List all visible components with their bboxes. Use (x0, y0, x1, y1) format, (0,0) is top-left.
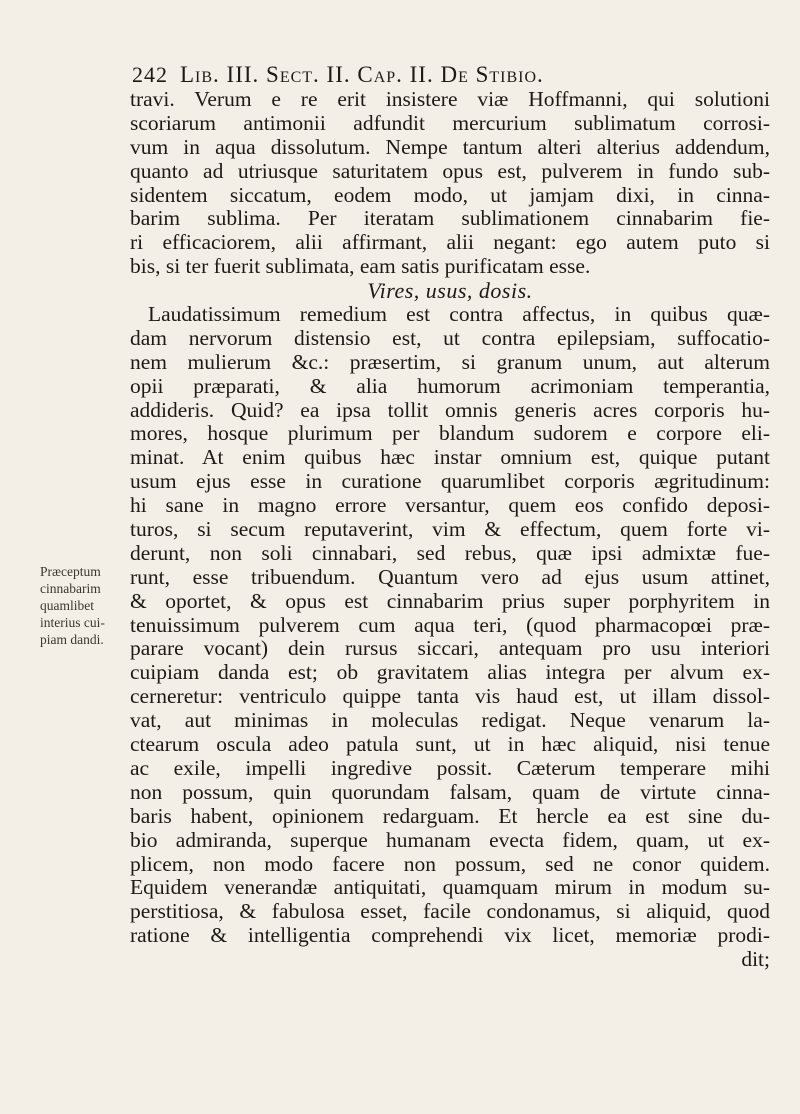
text-line: ratione & intelligentia comprehendi vix licet, memoriæ prodi- (130, 923, 770, 948)
main-text-block (130, 88, 770, 972)
text-line: bis, si ter fuerit sublimata, eam satis purificatam esse. (130, 254, 591, 279)
text-line: ctearum oscula adeo patula sunt, ut in hæc aliquid, nisi tenue (130, 732, 770, 757)
text-line: bio admiranda, superque humanam evecta fidem, quam, ut ex- (130, 827, 770, 852)
text-line: opii præparati, & alia humorum acrimoniam temperantia, (130, 373, 770, 398)
text-line: dam nervorum distensio est, ut contra epilepsiam, suffocatio- (130, 325, 770, 350)
margin-note-line: cinnabarim (40, 581, 101, 596)
page-number: 242 (132, 62, 168, 87)
text-line: usum ejus esse in curatione quarumlibet corporis ægritudinum: (130, 469, 770, 494)
text-line: scoriarum antimonii adfundit mercurium sublimatum corrosi- (130, 110, 770, 135)
text-line: perstitiosa, & fabulosa esset, facile condonamus, si aliquid, quod (130, 899, 770, 924)
text-line: derunt, non soli cinnabari, sed rebus, quæ ipsi admixtæ fue- (130, 540, 770, 565)
text-line: cerneretur: ventriculo quippe tanta vis haud est, ut illam dissol- (130, 684, 770, 709)
text-line: ac exile, impelli ingredive possit. Cæterum temperare mihi (130, 755, 770, 780)
text-line: turos, si secum reputaverint, vim & effectum, quem forte vi- (130, 517, 770, 542)
text-line: tenuissimum pulverem cum aqua teri, (quod pharmacopœi præ- (130, 612, 770, 637)
text-line: Laudatissimum remedium est contra affectus, in quibus quæ- (148, 302, 770, 327)
running-header (132, 52, 732, 88)
text-line: nem mulierum &c.: præsertim, si granum unum, aut alterum (130, 349, 770, 374)
text-line: mores, hosque plurimum per blandum sudorem e corpore eli- (130, 421, 770, 446)
text-line: parare vocant) dein rursus siccari, antequam pro usu interiori (130, 636, 770, 661)
text-line: vat, aut minimas in moleculas redigat. Neque venarum la- (130, 708, 770, 733)
section-subheading: Vires, usus, dosis. (367, 278, 533, 304)
text-line: ri efficaciorem, alii affirmant, alii negant: ego autem puto si (130, 230, 770, 255)
text-line: non possum, quin quorundam falsam, quam de virtute cinna- (130, 779, 770, 804)
text-line: vum in aqua dissolutum. Nempe tantum alteri alterius addendum, (130, 134, 770, 159)
margin-note-line: quamlibet (40, 598, 94, 613)
text-line: plicem, non modo facere non possum, sed ne conor quidem. (130, 851, 770, 876)
text-line: & oportet, & opus est cinnabarim prius super porphyritem in (130, 588, 770, 613)
catchword: dit; (741, 947, 770, 972)
text-line: quanto ad utriusque saturitatem opus est, pulverem in fundo sub- (130, 158, 770, 183)
margin-note-line: interius cui- (40, 615, 105, 630)
text-line: hi sane in magno errore versantur, quem eos confido deposi- (130, 493, 770, 518)
margin-note-line: piam dandi. (40, 632, 104, 647)
text-line: cuipiam danda est; ob gravitatem alias integra per alvum ex- (130, 660, 770, 685)
text-line: travi. Verum e re erit insistere viæ Hoffmanni, qui solutioni (130, 87, 770, 111)
paragraph-vires (130, 303, 770, 948)
text-line: sidentem siccatum, eodem modo, ut jamjam dixi, in cinna- (130, 182, 770, 207)
text-line: baris habent, opinionem redarguam. Et hercle ea est sine du- (130, 803, 770, 828)
text-line: minat. At enim quibus hæc instar omnium est, quique putant (130, 445, 770, 470)
running-title: Lib. III. Sect. II. Cap. II. De Stibio. (180, 62, 544, 87)
text-line: Equidem venerandæ antiquitati, quamquam mirum in modum su- (130, 875, 770, 900)
paragraph-continuation (130, 88, 770, 279)
margin-note-line: Præceptum (40, 564, 101, 579)
text-line: addideris. Quid? ea ipsa tollit omnis generis acres corporis hu- (130, 397, 770, 422)
text-line: barim sublima. Per iteratam sublimationem cinnabarim fie- (130, 206, 770, 231)
text-line: runt, esse tribuendum. Quantum vero ad ejus usum attinet, (130, 564, 770, 589)
marginal-note (40, 563, 126, 648)
